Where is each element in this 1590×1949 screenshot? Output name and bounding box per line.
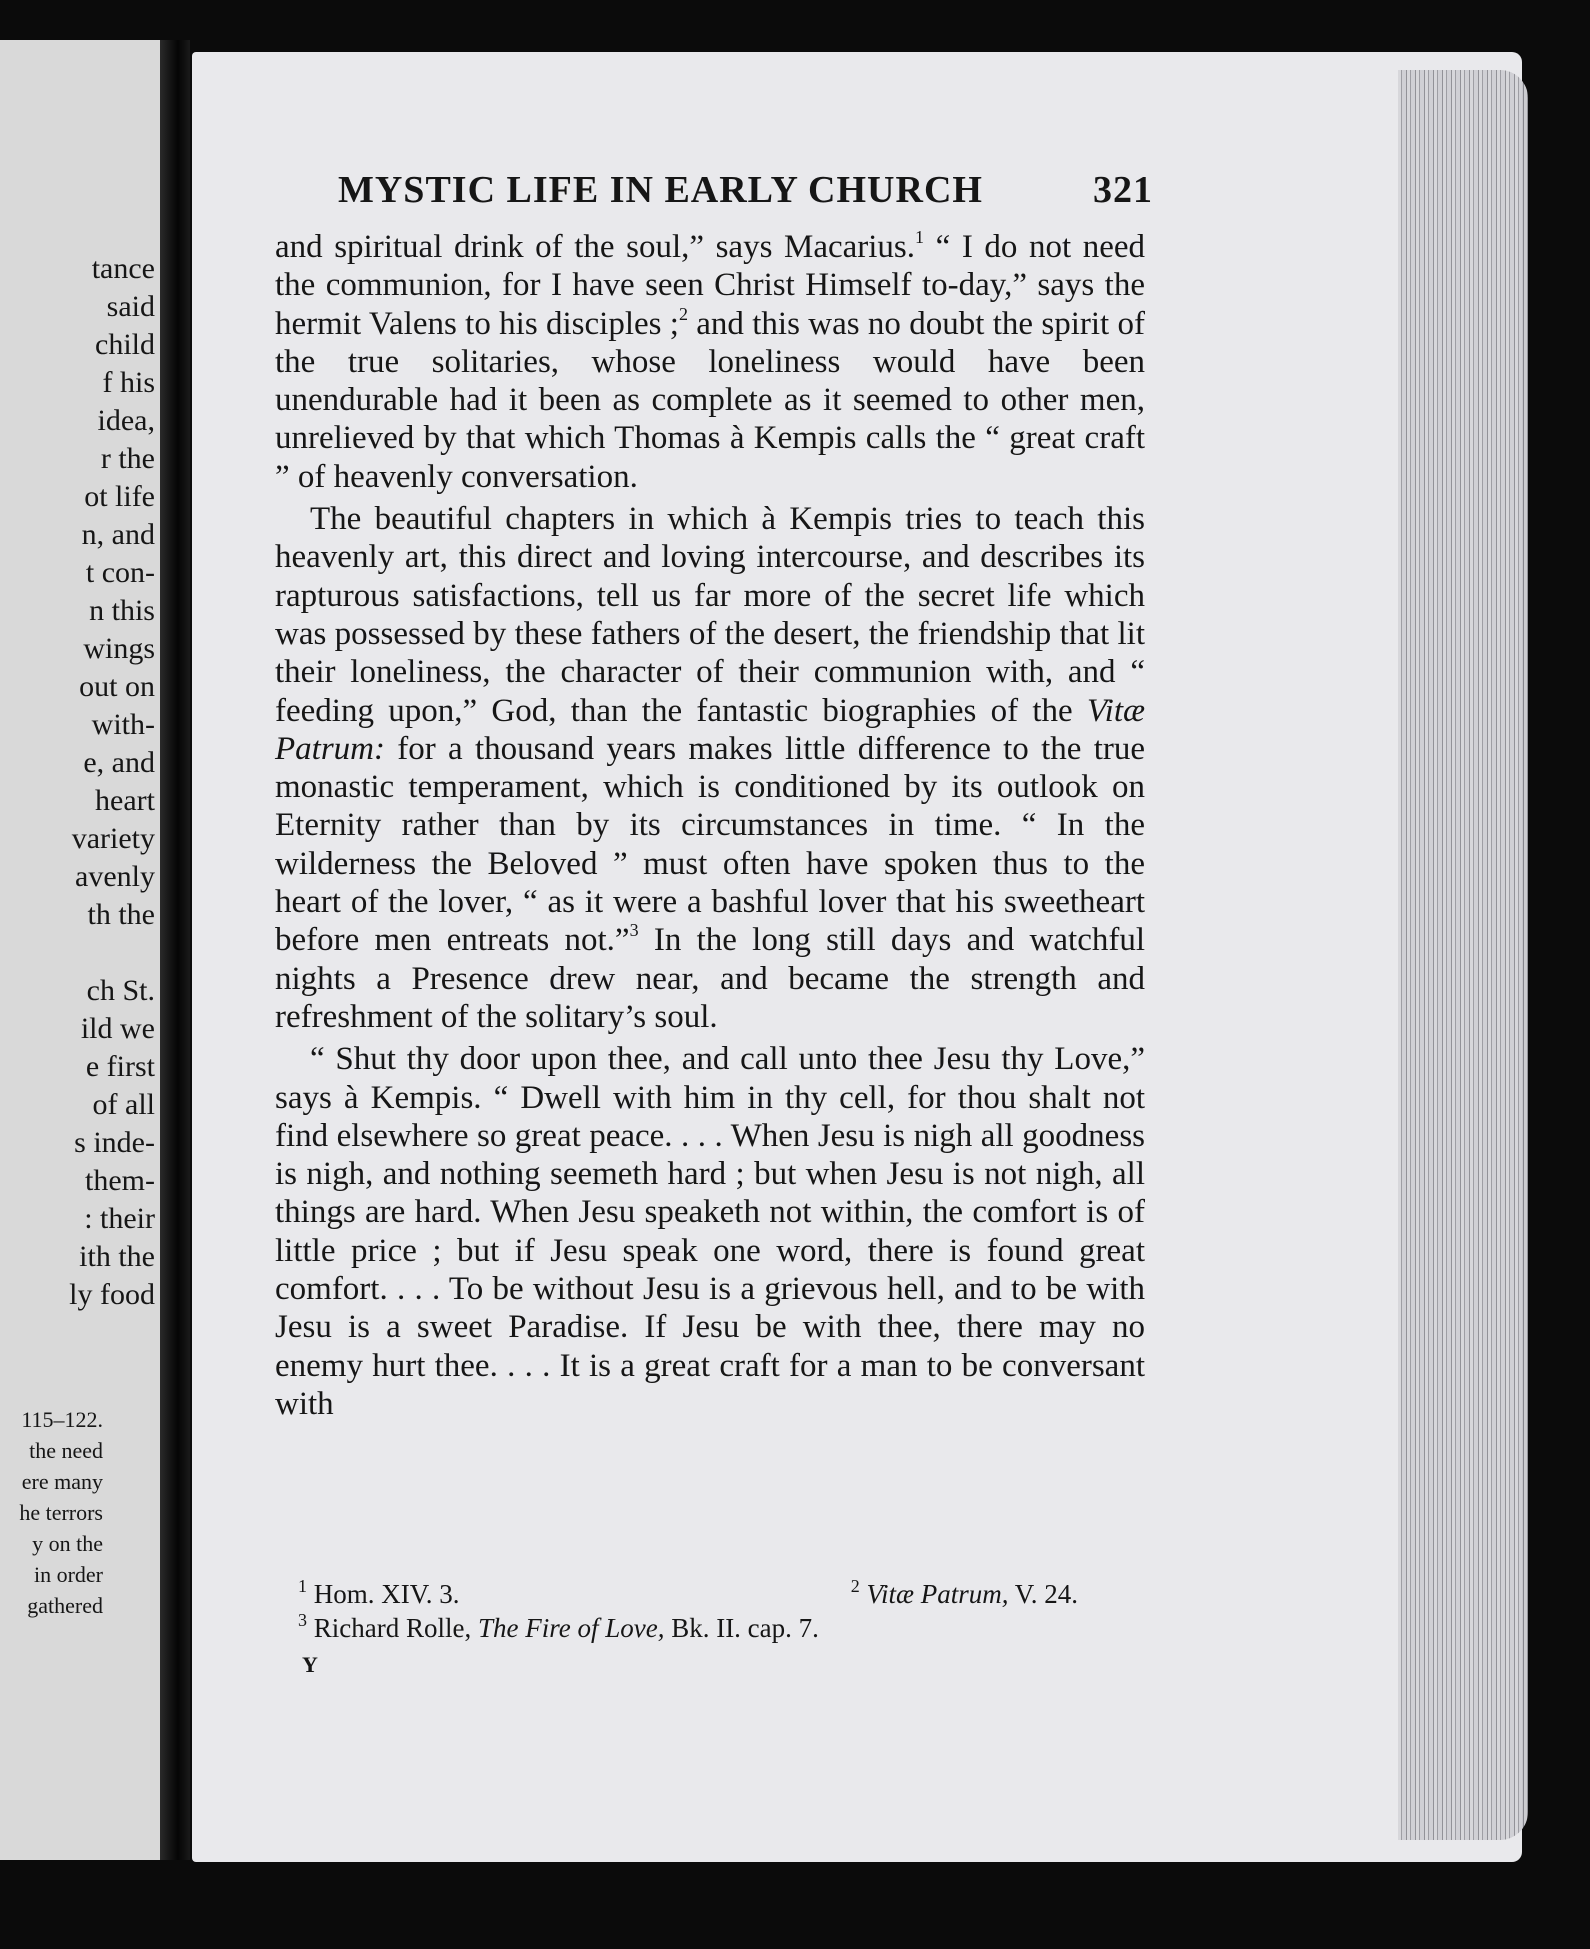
left-page-note-line: gathered <box>27 1593 103 1618</box>
text-run: for a thousand years makes little difference to the true monastic temperament, which is conditioned by its outlook on Eternity rather than by its circumstances in time. “ In the wilderness the Beloved ” must often have spoken thus to the heart of the lover, “ as it were a bashful lover that his sweetheart before men entreats not.” <box>275 730 1145 959</box>
signature-mark: Y <box>302 1652 318 1677</box>
footnote-text: V. 24. <box>1008 1579 1078 1609</box>
left-page <box>0 40 165 1860</box>
left-page-line: r the <box>100 442 155 475</box>
left-page-line: idea, <box>97 404 155 437</box>
footnote-text: Hom. XIV. 3. <box>313 1579 460 1609</box>
left-page-line: th the <box>87 898 155 931</box>
left-page-line: f his <box>102 366 155 399</box>
footnote-text: Bk. II. cap. 7. <box>664 1613 819 1643</box>
book-gutter <box>160 40 190 1860</box>
text-run: The beautiful chapters in which à Kempis tries to teach this heavenly art, this direct and loving intercourse, and describes its rapturous satisfactions, tell us far more of the secret life which was possessed by these fathers of the desert, the friendship that lit their loneliness, the character of their communion with, and “ feeding upon,” God, than the fantastic biographies of the <box>275 501 1145 729</box>
left-page-line: n this <box>89 594 155 627</box>
page-number: 321 <box>1093 169 1153 211</box>
left-page-line: said <box>106 290 155 323</box>
body-text <box>275 228 1145 1423</box>
footnote-title: Vitæ Patrum, <box>866 1579 1009 1609</box>
left-page-line: child <box>95 328 155 361</box>
left-page-line: variety <box>71 822 155 855</box>
paragraph <box>275 1040 1145 1423</box>
footnote-ref: 1 <box>915 227 925 247</box>
left-page-line: s inde- <box>74 1126 155 1159</box>
left-page-note-line: y on the <box>32 1531 103 1556</box>
left-page-line: with- <box>91 708 155 741</box>
footnote-1 <box>298 1577 460 1611</box>
left-page-note-line: 115–122. <box>21 1407 103 1432</box>
left-page-line: t con- <box>85 556 155 589</box>
left-page-line: ch St. <box>86 974 155 1007</box>
footnote-text: Richard Rolle, <box>313 1613 478 1643</box>
footnote-marker: 2 <box>850 1576 860 1596</box>
left-page-note-line: ere many <box>21 1469 103 1494</box>
left-page-note-line: the need <box>29 1438 103 1463</box>
left-page-line: e, and <box>83 746 155 779</box>
text-run: In the long still days and watchful nights a Presence drew near, and became the strength and refreshment of the solitary’s soul. <box>275 922 1145 1035</box>
text-run: and this was no doubt the spirit of the true solitaries, whose loneliness would have been unendurable had it been as complete as it seemed to other men, unrelieved by that which Thomas à Kempis calls the “ great craft ” of heavenly conversation. <box>275 305 1145 495</box>
footnote-ref: 2 <box>678 303 688 324</box>
paragraph <box>275 500 1145 1036</box>
footnote-title: The Fire of Love, <box>477 1613 665 1643</box>
footnote-ref: 3 <box>629 920 639 941</box>
left-page-line: wings <box>83 632 155 665</box>
left-page-line: avenly <box>75 860 155 893</box>
footnote-2 <box>851 1577 1078 1611</box>
footnotes <box>298 1577 1078 1645</box>
left-page-line: e first <box>85 1050 155 1083</box>
left-page-line: ith the <box>79 1240 155 1273</box>
running-head-title: MYSTIC LIFE IN EARLY CHURCH <box>338 169 983 211</box>
footnote-marker: 3 <box>298 1610 307 1630</box>
text-run: and spiritual drink of the soul,” says Macarius. <box>275 229 916 265</box>
left-page-line: them- <box>85 1164 155 1197</box>
left-page-line: heart <box>95 784 155 817</box>
left-page-line: of all <box>92 1088 155 1121</box>
left-page-line: out on <box>79 670 155 703</box>
left-page-line: ly food <box>69 1278 155 1311</box>
text-run: “ Shut thy door upon thee, and call unto thee Jesu thy Love,” says à Kempis. “ Dwell with him in thy cell, for thou shalt not find elsewhere so great peace. . . . When Jesu is nigh all goodness is nigh, and nothing seemeth hard ; but when Jesu is not nigh, all things are hard. When Jesu speaketh not within, the comfort is of little price ; but if Jesu speak one word, there is found great comfort. . . . To be without Jesu is a grievous hell, and to be with Jesu is a sweet Paradise. If Jesu be with thee, there may no enemy hurt thee. . . . It is a great craft for a man to be conversant with <box>275 1041 1145 1422</box>
footnote-row <box>298 1577 1078 1611</box>
left-page-note-line: he terrors <box>19 1500 103 1525</box>
footnote-marker: 1 <box>298 1576 307 1596</box>
left-page-line: : their <box>84 1202 155 1235</box>
running-head <box>338 168 1153 212</box>
paragraph <box>275 228 1145 496</box>
page-fore-edge <box>1398 70 1528 1840</box>
text-run: Vitæ Patrum: <box>275 692 1145 767</box>
left-page-line: ot life <box>84 480 155 513</box>
text-run: “ I do not need the communion, for I have seen Christ Himself to-day,” says the hermit Valens to his disciples ; <box>275 229 1145 342</box>
left-page-line: ild we <box>80 1012 155 1045</box>
left-page-line: tance <box>91 252 155 285</box>
left-page-note-line: in order <box>33 1562 103 1587</box>
left-page-line: n, and <box>81 518 155 551</box>
footnote-3 <box>298 1611 1078 1645</box>
